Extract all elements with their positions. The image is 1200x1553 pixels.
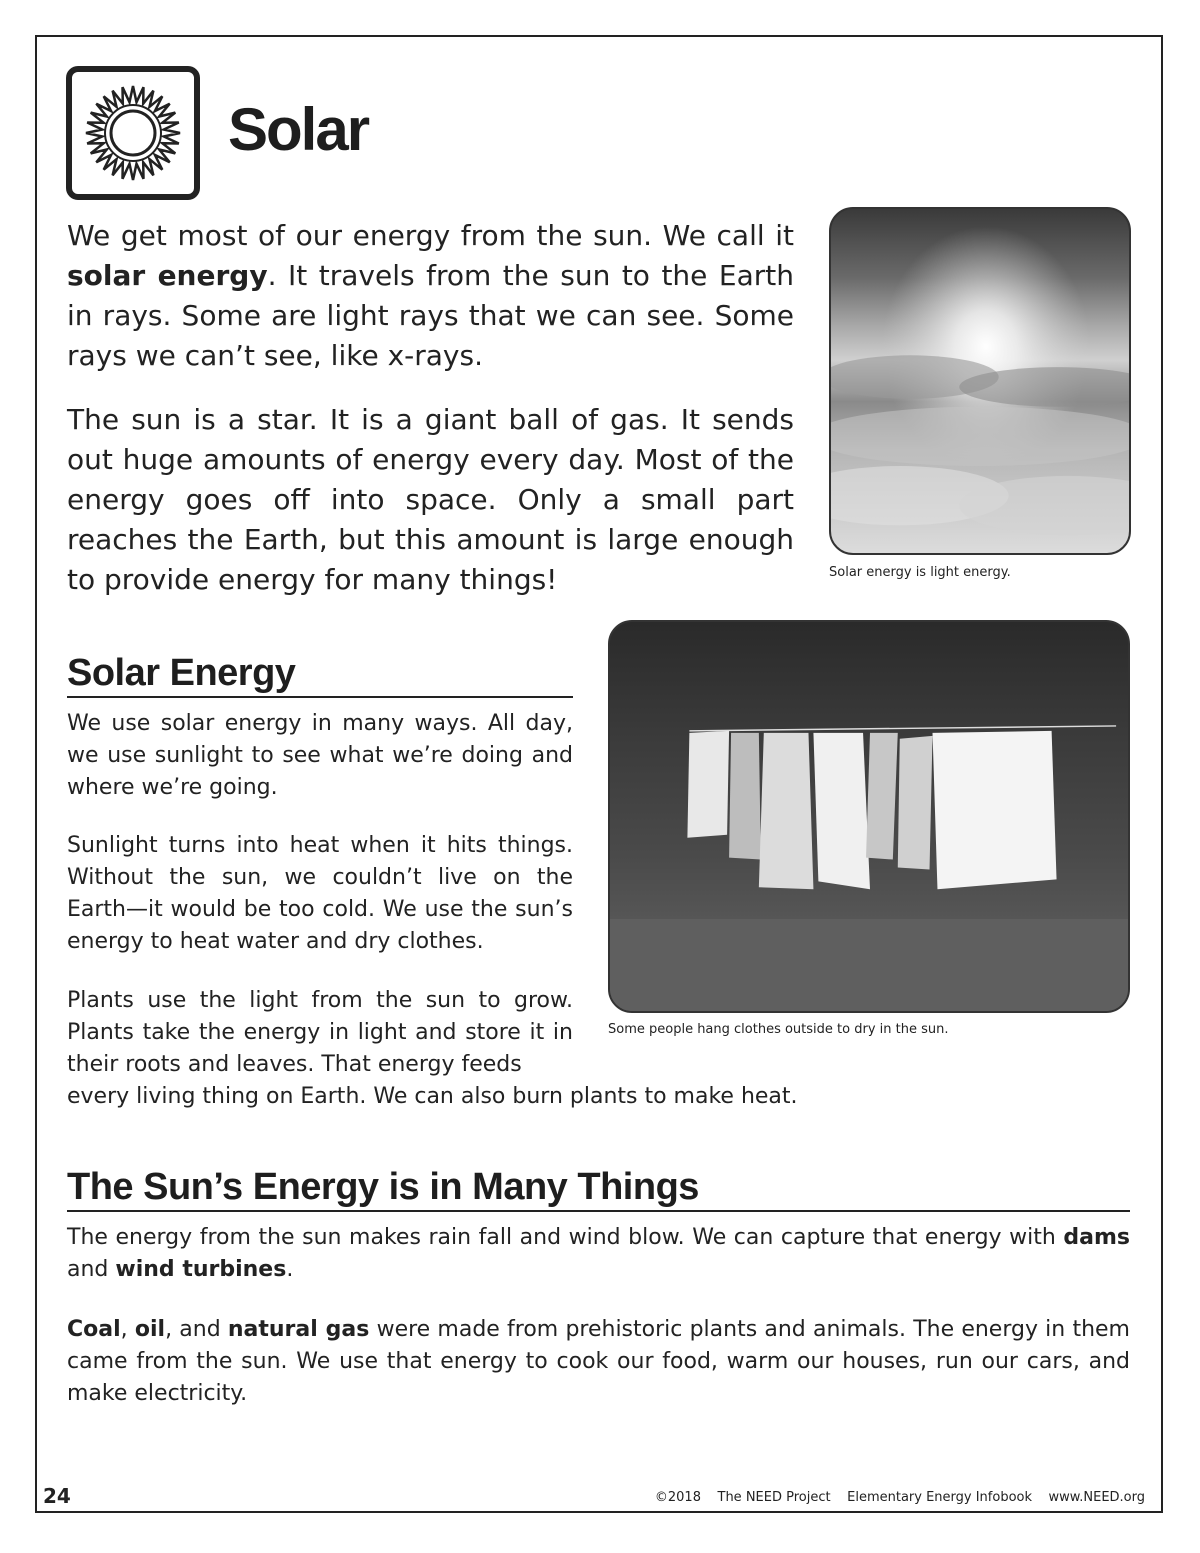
term-oil: oil xyxy=(134,1317,166,1342)
term-dams: dams xyxy=(1063,1225,1130,1250)
sun-icon xyxy=(78,78,188,188)
clothesline-photo xyxy=(608,620,1130,1013)
term-coal: Coal xyxy=(67,1317,121,1342)
section-heading-many-things: The Sun’s Energy is in Many Things xyxy=(67,1168,1130,1212)
clothesline-photo-caption: Some people hang clothes outside to dry in the sun. xyxy=(608,1022,949,1037)
solar-energy-paragraph-3-end: every living thing on Earth. We can also burn plants to make heat. xyxy=(67,1084,798,1109)
footer-credits: ©2018 The NEED Project Elementary Energy Infobook www.NEED.org xyxy=(654,1490,1145,1505)
sky-photo-caption: Solar energy is light energy. xyxy=(829,565,1011,580)
section-heading-solar-energy: Solar Energy xyxy=(67,654,573,698)
page-title: Solar xyxy=(228,96,369,163)
intro-paragraph-1: We get most of our energy from the sun. We call it solar energy. It travels from the sun to the Earth in rays. Some are light rays that we can see. Some rays we can’t see, like x-rays. xyxy=(67,219,795,372)
sun-icon-box xyxy=(66,66,200,200)
solar-energy-paragraph-1: We use solar energy in many ways. All day, we use sunlight to see what we’re doing and where we’re going. xyxy=(67,711,573,800)
solar-energy-paragraph-2: Sunlight turns into heat when it hits things. Without the sun, we couldn’t live on the Earth—it would be too cold. We use the sun’s energy to heat water and dry clothes. xyxy=(67,833,573,954)
term-natural-gas: natural gas xyxy=(227,1317,370,1342)
sky-photo xyxy=(829,207,1131,555)
many-things-paragraph-1: The energy from the sun makes rain fall and wind blow. We can capture that energy with dams and wind turbines. xyxy=(67,1225,1130,1282)
solar-energy-paragraph-3: Plants use the light from the sun to grow. Plants take the energy in light and store it in their roots and leaves. That energy feeds xyxy=(67,988,573,1077)
intro-paragraph-2: The sun is a star. It is a giant ball of gas. It sends out huge amounts of energy every day. Most of the energy goes off into space. Only a small part reaches the Earth, but this amount is large enough to provide energy for many things! xyxy=(67,403,794,596)
term-solar-energy: solar energy xyxy=(67,259,268,292)
many-things-paragraph-2: Coal, oil, and natural gas were made from prehistoric plants and animals. The energy in them came from the sun. We use that energy to cook our food, warm our houses, run our cars, and make electricity. xyxy=(67,1317,1130,1406)
page-number: 24 xyxy=(43,1484,71,1508)
term-wind-turbines: wind turbines xyxy=(115,1257,287,1282)
